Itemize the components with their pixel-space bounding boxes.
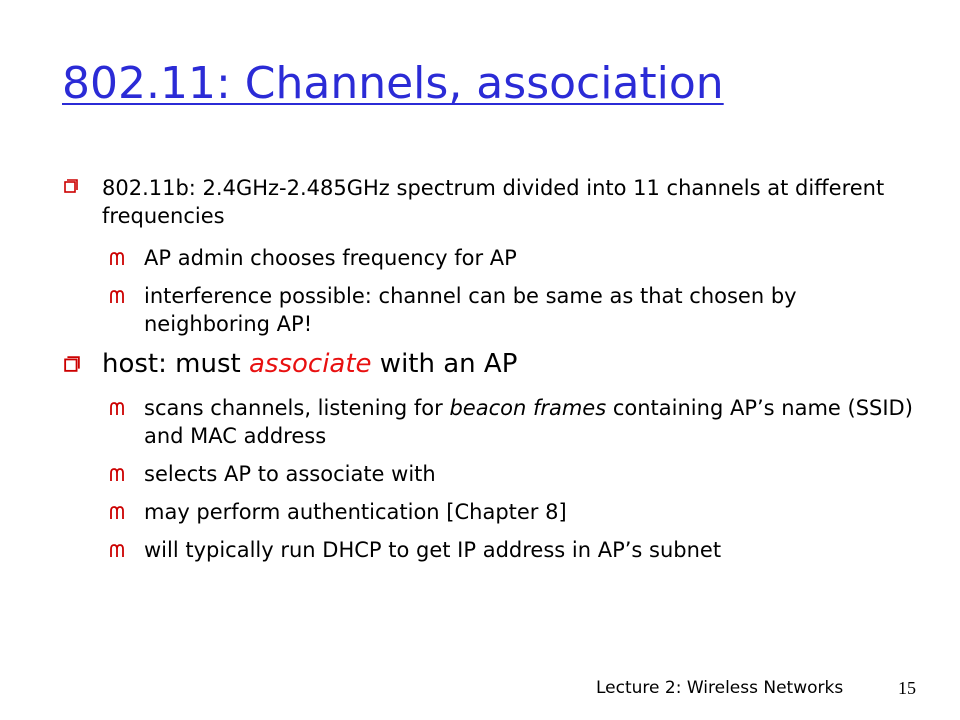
sub-bullet-text-before: scans channels, listening for [144, 396, 450, 420]
curved-bullet-icon [110, 252, 124, 266]
sub-bullet-text-after: containing AP’s name (SSID) and MAC address [144, 396, 913, 448]
sub-bullet-authentication [62, 498, 922, 526]
sub-bullet-text: selects AP to associate with [144, 462, 436, 486]
sub-bullet-interference [62, 282, 922, 338]
sub-bullet-dhcp [62, 536, 922, 564]
emphasis-beacon-frames: beacon frames [449, 396, 607, 420]
square-bullet-icon [64, 356, 80, 372]
slide-body [62, 174, 922, 574]
slide-footer: Lecture 2: Wireless Networks [596, 678, 844, 698]
sub-bullet-text: interference possible: channel can be same as that chosen by neighboring AP! [144, 284, 797, 336]
curved-bullet-icon [110, 468, 124, 482]
curved-bullet-icon [110, 544, 124, 558]
curved-bullet-icon [110, 402, 124, 416]
curved-bullet-icon [110, 506, 124, 520]
sub-bullet-text: may perform authentication [Chapter 8] [144, 500, 567, 524]
sub-bullet-text: AP admin chooses frequency for AP [144, 246, 517, 270]
bullet-text-before: host: must [102, 349, 249, 379]
sub-bullet-text: will typically run DHCP to get IP address in AP’s subnet [144, 538, 722, 562]
curved-bullet-icon [110, 290, 124, 304]
emphasis-associate: associate [248, 349, 372, 379]
bullet-item-channels [62, 174, 922, 230]
slide-title: 802.11: Channels, association [62, 58, 724, 109]
sub-bullet-ap-admin [62, 244, 922, 272]
sub-bullet-scans [62, 394, 922, 450]
bullet-item-associate [62, 348, 922, 380]
sub-bullet-selects [62, 460, 922, 488]
bullet-text-after: with an AP [371, 349, 518, 379]
bullet-text: 802.11b: 2.4GHz-2.485GHz spectrum divided into 11 channels at different frequencies [102, 176, 885, 228]
page-number: 15 [898, 678, 916, 698]
square-bullet-icon [64, 179, 78, 193]
